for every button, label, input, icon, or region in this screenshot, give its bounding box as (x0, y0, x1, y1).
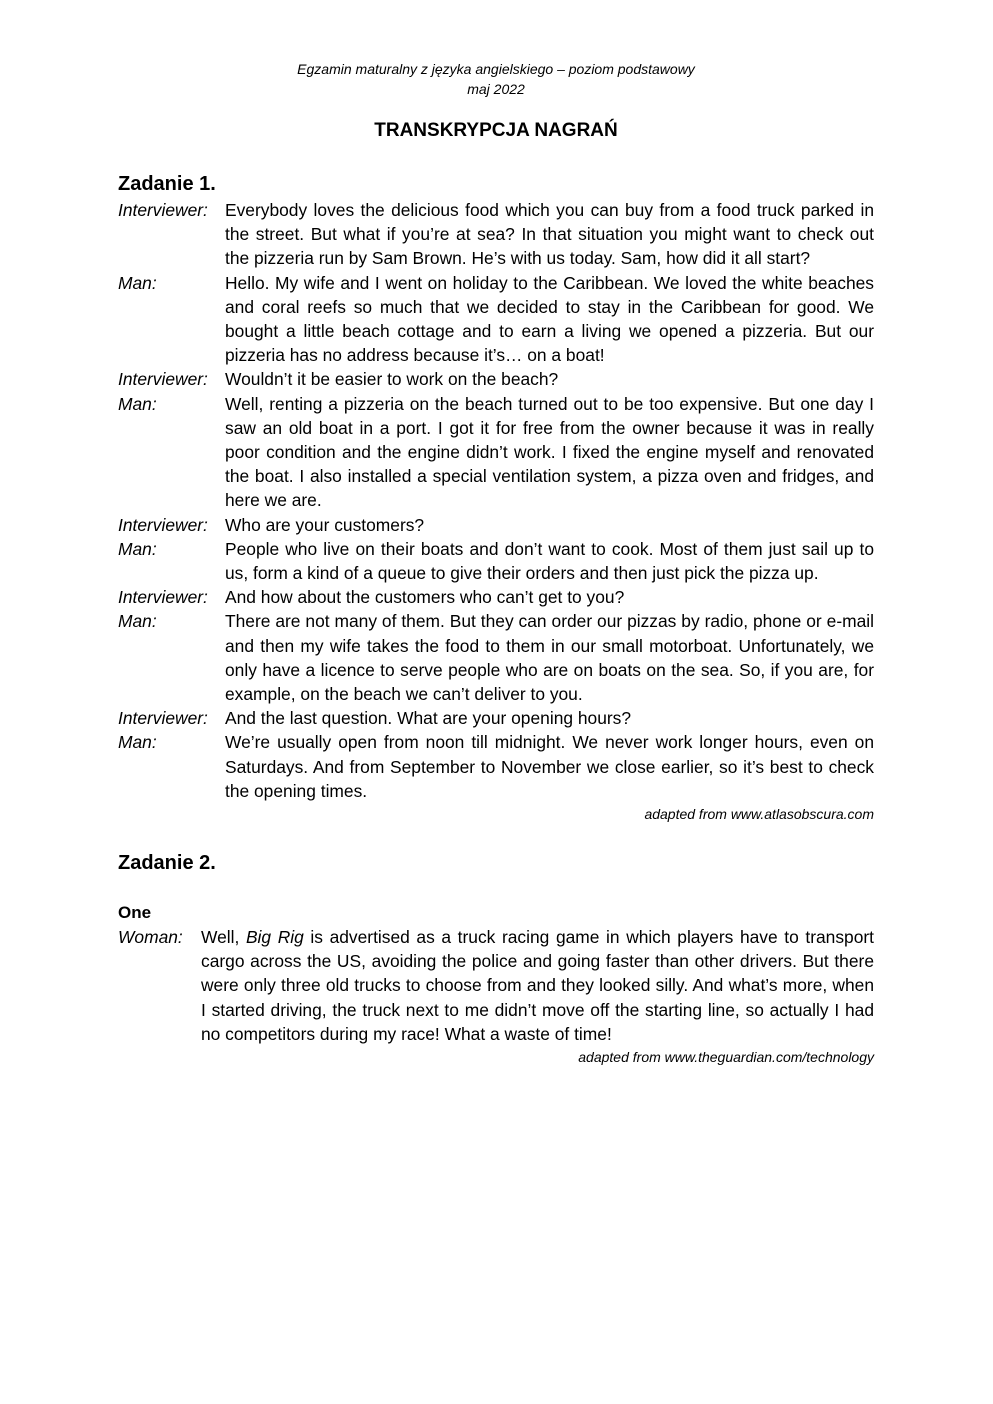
dialogue-turn (118, 513, 874, 537)
dialogue-turn (118, 585, 874, 609)
dialogue-turn (118, 537, 874, 585)
speaker-label: Man: (118, 611, 157, 632)
dialogue-turn (118, 925, 874, 1046)
speech-text: People who live on their boats and don’t want to cook. Most of them just sail up to us, form a kind of a queue to give their orders and then just pick the pizza up. (225, 538, 874, 584)
exam-header (118, 59, 874, 99)
exam-header-line-1: Egzamin maturalny z języka angielskiego – poziom podstawowy (297, 61, 695, 77)
dialogue-turn (118, 198, 874, 271)
speaker-label: Man: (118, 272, 157, 293)
dialogue-turn (118, 271, 874, 368)
speaker-label: Man: (118, 538, 157, 559)
speech-text: We’re usually open from noon till midnight. We never work longer hours, even on Saturdays. And from September to November we close earlier, so it’s best to check the opening times. (225, 732, 874, 801)
dialogue-turn (118, 392, 874, 513)
speech-text: There are not many of them. But they can order our pizzas by radio, phone or e-mail and then my wife takes the food to them in our small motorboat. Unfortunately, we only have a licence to serve people who are on boats on the sea. So, if you are, for example, on the beach we can’t deliver to you. (225, 611, 874, 705)
speech-text: Who are your customers? (225, 514, 425, 535)
speech-text: Well, renting a pizzeria on the beach turned out to be too expensive. But one day I saw an old boat in a port. I got it for free from the owner because it was in really poor condition and the engine didn’t work. I fixed the engine myself and renovated the boat. I also installed a special ventilation system, a pizza oven and fridges, and here we are. (225, 393, 874, 511)
game-title: Big Rig (245, 927, 304, 947)
dialogue-turn (118, 609, 874, 706)
speaker-label: Man: (118, 393, 157, 414)
speech-text: And how about the customers who can’t get to you? (225, 587, 625, 608)
task-2-dialogue (118, 925, 874, 1046)
speech-text-rest: is advertised as a truck racing game in which players have to transport cargo across the US, avoiding the police and going faster than other drivers. But there were only three old trucks to choose from and they looked silly. And what’s more, when I started driving, the truck next to me didn’t move off the starting line, so actually I had no competitors during my race! What a waste of time! (201, 927, 874, 1044)
dialogue-turn (118, 706, 874, 730)
speaker-label: Interviewer: (118, 708, 208, 729)
dialogue-turn (118, 730, 874, 803)
task-2-source: adapted from www.theguardian.com/technology (578, 1049, 874, 1065)
dialogue-turn (118, 367, 874, 391)
speaker-label: Woman: (118, 927, 183, 947)
task-1-dialogue (118, 198, 874, 803)
speaker-label: Interviewer: (118, 200, 208, 220)
document-title: TRANSKRYPCJA NAGRAŃ (374, 120, 618, 141)
task-2-heading: Zadanie 2. (118, 852, 216, 874)
speech-text: Wouldn’t it be easier to work on the beach? (225, 369, 559, 390)
speech-text (201, 925, 874, 1046)
exam-header-line-2: maj 2022 (467, 81, 525, 97)
speech-text: Everybody loves the delicious food which you can buy from a food truck parked in the street. But what if you’re at sea? In that situation you might want to check out the pizzeria run by Sam Brown. He’s with us today. Sam, how did it all start? (225, 200, 874, 269)
speaker-label: Man: (118, 732, 157, 753)
speaker-label: Interviewer: (118, 514, 208, 535)
speech-text-start: Well, (201, 927, 246, 947)
speech-text: And the last question. What are your opening hours? (225, 708, 632, 729)
speaker-label: Interviewer: (118, 587, 208, 608)
task-1-source: adapted from www.atlasobscura.com (644, 806, 874, 822)
task-1-heading: Zadanie 1. (118, 173, 216, 195)
speech-text: Hello. My wife and I went on holiday to the Caribbean. We loved the white beaches and coral reefs so much that we decided to stay in the Caribbean for good. We bought a little beach cottage and to earn a living we opened a pizzeria. But our pizzeria has no address because it’s… on a boat! (225, 272, 874, 366)
part-label: One (118, 903, 152, 922)
speaker-label: Interviewer: (118, 369, 208, 390)
